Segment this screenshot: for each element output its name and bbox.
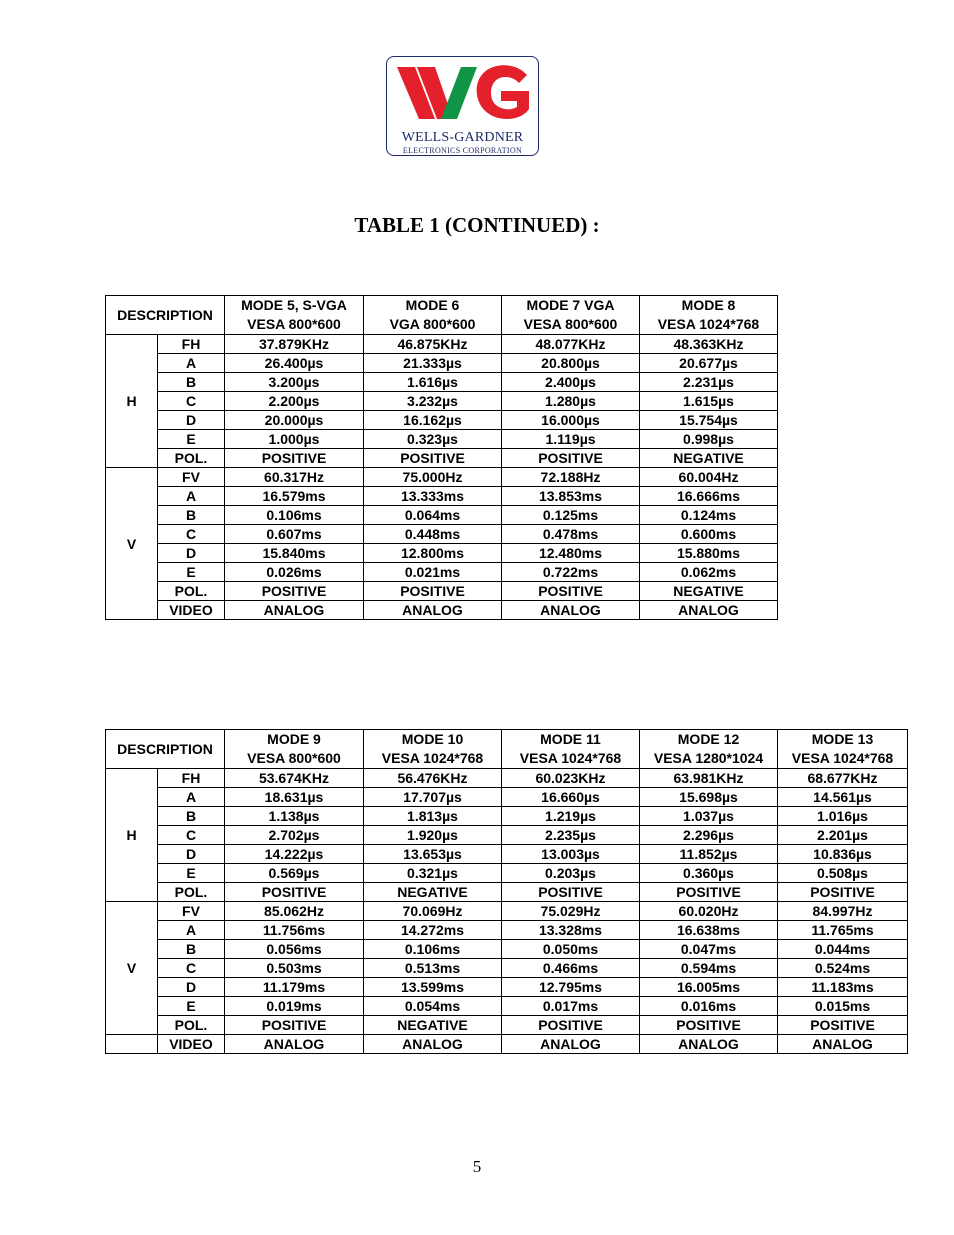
mode-header: MODE 5, S-VGA VESA 800*600 — [225, 296, 364, 335]
value-cell: 0.064ms — [364, 506, 502, 525]
value-cell: 70.069Hz — [364, 902, 502, 921]
value-cell: 0.448ms — [364, 525, 502, 544]
value-cell: 37.879KHz — [225, 335, 364, 354]
value-cell: 0.054ms — [364, 997, 502, 1016]
value-cell: 1.813µs — [364, 807, 502, 826]
value-cell: 16.666ms — [640, 487, 778, 506]
timing-table-1 — [105, 295, 778, 620]
value-cell: 11.765ms — [778, 921, 908, 940]
param-label: A — [158, 788, 225, 807]
value-cell: 60.023KHz — [502, 769, 640, 788]
table-row — [106, 449, 778, 468]
table-row — [106, 373, 778, 392]
value-cell: 1.016µs — [778, 807, 908, 826]
value-cell: 1.119µs — [502, 430, 640, 449]
table-row — [106, 807, 908, 826]
table-row — [106, 997, 908, 1016]
value-cell: 0.047ms — [640, 940, 778, 959]
table-row — [106, 845, 908, 864]
table-row — [106, 601, 778, 620]
logo-company-name: WELLS-GARDNER — [401, 130, 524, 145]
timing-table-2 — [105, 729, 908, 1054]
table-row — [106, 788, 908, 807]
value-cell: POSITIVE — [640, 883, 778, 902]
table-row — [106, 769, 908, 788]
table-row — [106, 430, 778, 449]
value-cell: ANALOG — [778, 1035, 908, 1054]
value-cell: 10.836µs — [778, 845, 908, 864]
value-cell: 1.037µs — [640, 807, 778, 826]
param-label: POL. — [158, 1016, 225, 1035]
param-label: D — [158, 978, 225, 997]
value-cell: 15.698µs — [640, 788, 778, 807]
value-cell: ANALOG — [640, 1035, 778, 1054]
value-cell: 15.754µs — [640, 411, 778, 430]
h-group-label: H — [106, 769, 158, 902]
param-label: POL. — [158, 883, 225, 902]
value-cell: POSITIVE — [364, 449, 502, 468]
param-label: POL. — [158, 449, 225, 468]
value-cell: 0.016ms — [640, 997, 778, 1016]
value-cell: ANALOG — [502, 601, 640, 620]
value-cell: NEGATIVE — [364, 883, 502, 902]
value-cell: POSITIVE — [225, 1016, 364, 1035]
param-label: C — [158, 826, 225, 845]
company-logo — [386, 56, 539, 156]
value-cell: 16.579ms — [225, 487, 364, 506]
table-row — [106, 468, 778, 487]
table-row — [106, 978, 908, 997]
mode-header: MODE 8 VESA 1024*768 — [640, 296, 778, 335]
value-cell: 0.360µs — [640, 864, 778, 883]
param-label: D — [158, 845, 225, 864]
value-cell: 53.674KHz — [225, 769, 364, 788]
value-cell: 16.162µs — [364, 411, 502, 430]
value-cell: 0.026ms — [225, 563, 364, 582]
param-label: D — [158, 411, 225, 430]
value-cell: 13.333ms — [364, 487, 502, 506]
value-cell: 2.400µs — [502, 373, 640, 392]
table-row — [106, 826, 908, 845]
value-cell: 48.363KHz — [640, 335, 778, 354]
value-cell: 11.179ms — [225, 978, 364, 997]
value-cell: POSITIVE — [225, 449, 364, 468]
value-cell: POSITIVE — [502, 1016, 640, 1035]
value-cell: 14.222µs — [225, 845, 364, 864]
value-cell: 68.677KHz — [778, 769, 908, 788]
table-row — [106, 487, 778, 506]
param-label: FV — [158, 902, 225, 921]
value-cell: 11.183ms — [778, 978, 908, 997]
table-row — [106, 1016, 908, 1035]
value-cell: POSITIVE — [640, 1016, 778, 1035]
value-cell: 0.323µs — [364, 430, 502, 449]
value-cell: 0.050ms — [502, 940, 640, 959]
value-cell: 0.017ms — [502, 997, 640, 1016]
value-cell: 20.800µs — [502, 354, 640, 373]
param-label: E — [158, 864, 225, 883]
value-cell: POSITIVE — [225, 582, 364, 601]
value-cell: 63.981KHz — [640, 769, 778, 788]
value-cell: 0.106ms — [364, 940, 502, 959]
value-cell: 0.466ms — [502, 959, 640, 978]
param-label: VIDEO — [158, 1035, 225, 1054]
value-cell: 0.062ms — [640, 563, 778, 582]
value-cell: 14.561µs — [778, 788, 908, 807]
value-cell: 1.219µs — [502, 807, 640, 826]
table-row — [106, 1035, 908, 1054]
value-cell: 0.021ms — [364, 563, 502, 582]
value-cell: 2.231µs — [640, 373, 778, 392]
table-row — [106, 392, 778, 411]
param-label: E — [158, 997, 225, 1016]
value-cell: POSITIVE — [502, 582, 640, 601]
value-cell: ANALOG — [364, 1035, 502, 1054]
value-cell: 0.106ms — [225, 506, 364, 525]
table-row — [106, 940, 908, 959]
value-cell: ANALOG — [640, 601, 778, 620]
value-cell: 1.920µs — [364, 826, 502, 845]
table-row — [106, 335, 778, 354]
param-label: B — [158, 373, 225, 392]
page-title: TABLE 1 (CONTINUED) : — [354, 213, 600, 237]
value-cell: 56.476KHz — [364, 769, 502, 788]
table-header-row — [106, 730, 908, 769]
value-cell: 16.005ms — [640, 978, 778, 997]
table-row — [106, 525, 778, 544]
value-cell: ANALOG — [502, 1035, 640, 1054]
h-group-label: H — [106, 335, 158, 468]
table-row — [106, 959, 908, 978]
table-row — [106, 921, 908, 940]
value-cell: 20.000µs — [225, 411, 364, 430]
param-label: E — [158, 563, 225, 582]
param-label: FH — [158, 335, 225, 354]
value-cell: NEGATIVE — [364, 1016, 502, 1035]
value-cell: 75.029Hz — [502, 902, 640, 921]
table-row — [106, 506, 778, 525]
value-cell: 48.077KHz — [502, 335, 640, 354]
value-cell: 0.513ms — [364, 959, 502, 978]
value-cell: 60.317Hz — [225, 468, 364, 487]
value-cell: 1.616µs — [364, 373, 502, 392]
value-cell: 0.594ms — [640, 959, 778, 978]
value-cell: 0.056ms — [225, 940, 364, 959]
mode-header: MODE 12 VESA 1280*1024 — [640, 730, 778, 769]
v-group-label: V — [106, 902, 158, 1035]
param-label: VIDEO — [158, 601, 225, 620]
value-cell: 14.272ms — [364, 921, 502, 940]
param-label: POL. — [158, 582, 225, 601]
mode-header: MODE 7 VGA VESA 800*600 — [502, 296, 640, 335]
value-cell: 1.000µs — [225, 430, 364, 449]
value-cell: 12.795ms — [502, 978, 640, 997]
value-cell: NEGATIVE — [640, 582, 778, 601]
value-cell: 0.321µs — [364, 864, 502, 883]
value-cell: 15.840ms — [225, 544, 364, 563]
value-cell: 84.997Hz — [778, 902, 908, 921]
value-cell: POSITIVE — [364, 582, 502, 601]
value-cell: 26.400µs — [225, 354, 364, 373]
table-row — [106, 354, 778, 373]
param-label: A — [158, 487, 225, 506]
value-cell: 1.138µs — [225, 807, 364, 826]
param-label: B — [158, 940, 225, 959]
description-header: DESCRIPTION — [106, 730, 225, 769]
description-header: DESCRIPTION — [106, 296, 225, 335]
value-cell: 16.000µs — [502, 411, 640, 430]
value-cell: 0.600ms — [640, 525, 778, 544]
value-cell: 3.200µs — [225, 373, 364, 392]
param-label: A — [158, 921, 225, 940]
value-cell: 1.615µs — [640, 392, 778, 411]
value-cell: 85.062Hz — [225, 902, 364, 921]
table-header-row — [106, 296, 778, 335]
mode-header: MODE 13 VESA 1024*768 — [778, 730, 908, 769]
value-cell: 15.880ms — [640, 544, 778, 563]
value-cell: 13.853ms — [502, 487, 640, 506]
value-cell: 2.200µs — [225, 392, 364, 411]
value-cell: 13.003µs — [502, 845, 640, 864]
param-label: C — [158, 392, 225, 411]
value-cell: 0.015ms — [778, 997, 908, 1016]
page-number: 5 — [472, 1157, 482, 1176]
mode-header: MODE 10 VESA 1024*768 — [364, 730, 502, 769]
value-cell: 60.004Hz — [640, 468, 778, 487]
table-row — [106, 902, 908, 921]
value-cell: 12.800ms — [364, 544, 502, 563]
value-cell: 20.677µs — [640, 354, 778, 373]
mode-header: MODE 6 VGA 800*600 — [364, 296, 502, 335]
value-cell: ANALOG — [225, 601, 364, 620]
value-cell: POSITIVE — [502, 449, 640, 468]
param-label: C — [158, 525, 225, 544]
value-cell: NEGATIVE — [640, 449, 778, 468]
value-cell: 12.480ms — [502, 544, 640, 563]
value-cell: 0.722ms — [502, 563, 640, 582]
value-cell: 0.478ms — [502, 525, 640, 544]
empty-group-cell — [106, 1035, 158, 1054]
value-cell: 16.660µs — [502, 788, 640, 807]
table-row — [106, 544, 778, 563]
table-row — [106, 883, 908, 902]
v-group-label: V — [106, 468, 158, 620]
logo-company-subtitle: ELECTRONICS CORPORATION — [402, 146, 523, 155]
table-row — [106, 411, 778, 430]
table-row — [106, 582, 778, 601]
table-row — [106, 864, 908, 883]
value-cell: POSITIVE — [502, 883, 640, 902]
value-cell: POSITIVE — [778, 1016, 908, 1035]
param-label: B — [158, 807, 225, 826]
value-cell: 13.328ms — [502, 921, 640, 940]
value-cell: 2.235µs — [502, 826, 640, 845]
value-cell: 0.125ms — [502, 506, 640, 525]
value-cell: 2.702µs — [225, 826, 364, 845]
wg-logo-mark-icon — [395, 63, 531, 125]
value-cell: 16.638ms — [640, 921, 778, 940]
value-cell: 13.599ms — [364, 978, 502, 997]
param-label: FV — [158, 468, 225, 487]
value-cell: 60.020Hz — [640, 902, 778, 921]
value-cell: 0.503ms — [225, 959, 364, 978]
param-label: E — [158, 430, 225, 449]
value-cell: 46.875KHz — [364, 335, 502, 354]
mode-header: MODE 11 VESA 1024*768 — [502, 730, 640, 769]
value-cell: 0.569µs — [225, 864, 364, 883]
value-cell: 0.508µs — [778, 864, 908, 883]
value-cell: 13.653µs — [364, 845, 502, 864]
value-cell: 0.524ms — [778, 959, 908, 978]
value-cell: ANALOG — [225, 1035, 364, 1054]
value-cell: 0.124ms — [640, 506, 778, 525]
value-cell: 75.000Hz — [364, 468, 502, 487]
param-label: FH — [158, 769, 225, 788]
value-cell: 17.707µs — [364, 788, 502, 807]
value-cell: 1.280µs — [502, 392, 640, 411]
value-cell: ANALOG — [364, 601, 502, 620]
value-cell: POSITIVE — [225, 883, 364, 902]
mode-header: MODE 9 VESA 800*600 — [225, 730, 364, 769]
param-label: B — [158, 506, 225, 525]
value-cell: 0.998µs — [640, 430, 778, 449]
value-cell: 18.631µs — [225, 788, 364, 807]
value-cell: 2.296µs — [640, 826, 778, 845]
value-cell: 3.232µs — [364, 392, 502, 411]
value-cell: 21.333µs — [364, 354, 502, 373]
value-cell: 11.852µs — [640, 845, 778, 864]
param-label: C — [158, 959, 225, 978]
value-cell: 0.019ms — [225, 997, 364, 1016]
value-cell: 0.203µs — [502, 864, 640, 883]
table-row — [106, 563, 778, 582]
value-cell: 72.188Hz — [502, 468, 640, 487]
param-label: A — [158, 354, 225, 373]
value-cell: 11.756ms — [225, 921, 364, 940]
value-cell: POSITIVE — [778, 883, 908, 902]
param-label: D — [158, 544, 225, 563]
value-cell: 0.044ms — [778, 940, 908, 959]
value-cell: 2.201µs — [778, 826, 908, 845]
value-cell: 0.607ms — [225, 525, 364, 544]
